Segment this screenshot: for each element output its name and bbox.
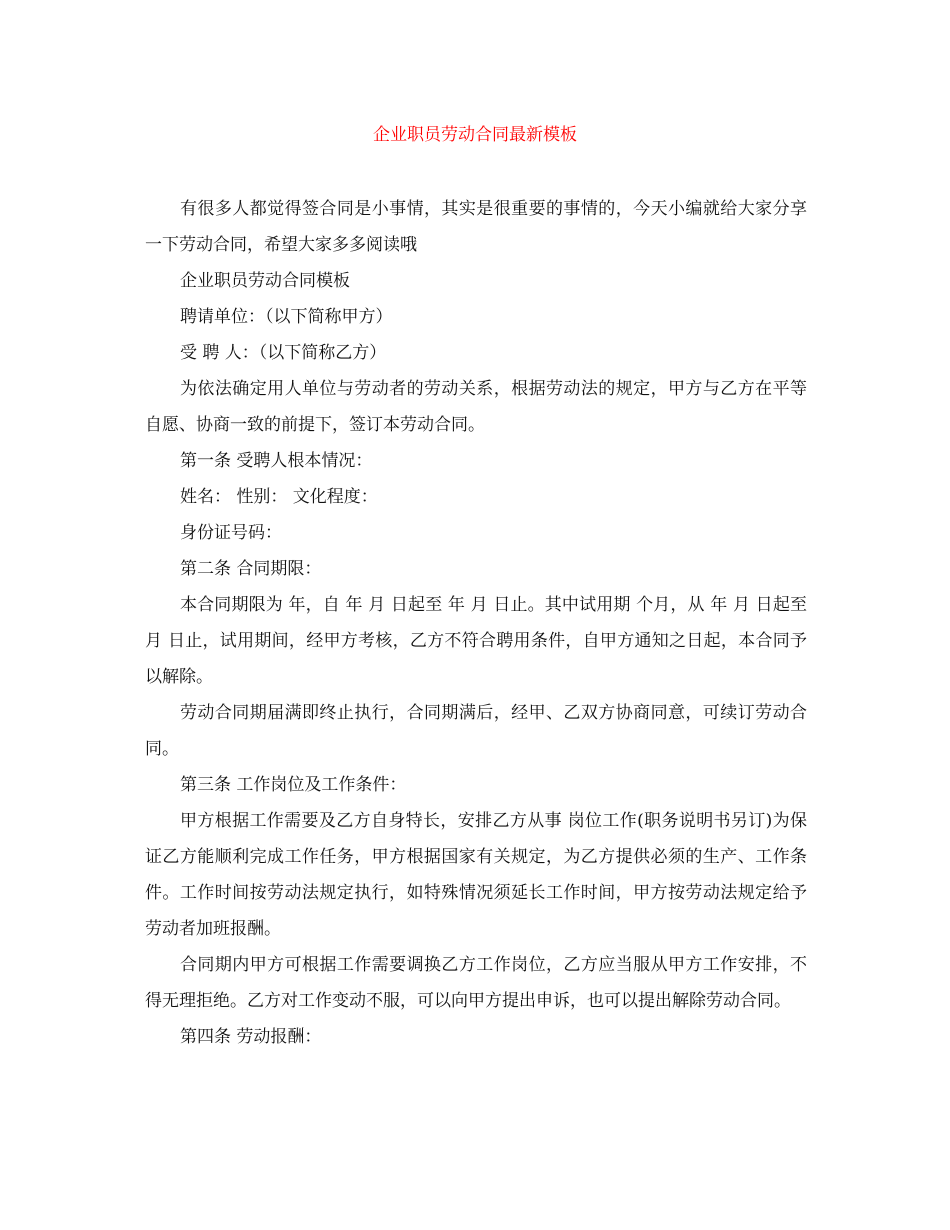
paragraph-preamble: 为依法确定用人单位与劳动者的劳动关系，根据劳动法的规定，甲方与乙方在平等自愿、协商一致的前提下，签订本劳动合同。 <box>145 379 807 435</box>
document-body <box>145 191 807 1055</box>
paragraph-job-transfer: 合同期内甲方可根据工作需要调换乙方工作岗位，乙方应当服从甲方工作安排，不得无理拒绝。乙方对工作变动不服，可以向甲方提出申诉，也可以提出解除劳动合同。 <box>145 955 807 1011</box>
article-1-heading: 第一条 受聘人根本情况： <box>180 451 373 471</box>
paragraph-employee: 受 聘 人：（以下简称乙方） <box>180 343 387 363</box>
article-2-heading: 第二条 合同期限： <box>180 559 322 579</box>
paragraph-template-heading: 企业职员劳动合同模板 <box>180 271 350 291</box>
paragraph-id-number: 身份证号码： <box>180 523 282 543</box>
paragraph-contract-renewal: 劳动合同期届满即终止执行，合同期满后，经甲、乙双方协商同意，可续订劳动合同。 <box>145 703 807 759</box>
paragraph-job-conditions: 甲方根据工作需要及乙方自身特长，安排乙方从事 岗位工作(职务说明书另订)为保证乙方能顺利完成工作任务，甲方根据国家有关规定，为乙方提供必须的生产、工作条件。工作时间按劳动法规定执行，如特殊情况须延长工作时间，甲方按劳动法规定给予劳动者加班报酬。 <box>145 811 807 939</box>
paragraph-personal-info: 姓名： 性别： 文化程度： <box>180 487 378 507</box>
article-4-heading: 第四条 劳动报酬： <box>180 1027 322 1047</box>
paragraph-employer: 聘请单位：（以下简称甲方） <box>180 307 393 327</box>
article-3-heading: 第三条 工作岗位及工作条件： <box>180 775 407 795</box>
paragraph-intro: 有很多人都觉得签合同是小事情，其实是很重要的事情的，今天小编就给大家分享一下劳动合同，希望大家多多阅读哦 <box>145 199 807 255</box>
document-title: 企业职员劳动合同最新模板 <box>373 125 577 145</box>
paragraph-contract-term: 本合同期限为 年，自 年 月 日起至 年 月 日止。其中试用期 个月，从 年 月 日起至 月 日止，试用期间，经甲方考核，乙方不符合聘用条件，自甲方通知之日起，本合同予以解除。 <box>145 595 807 687</box>
